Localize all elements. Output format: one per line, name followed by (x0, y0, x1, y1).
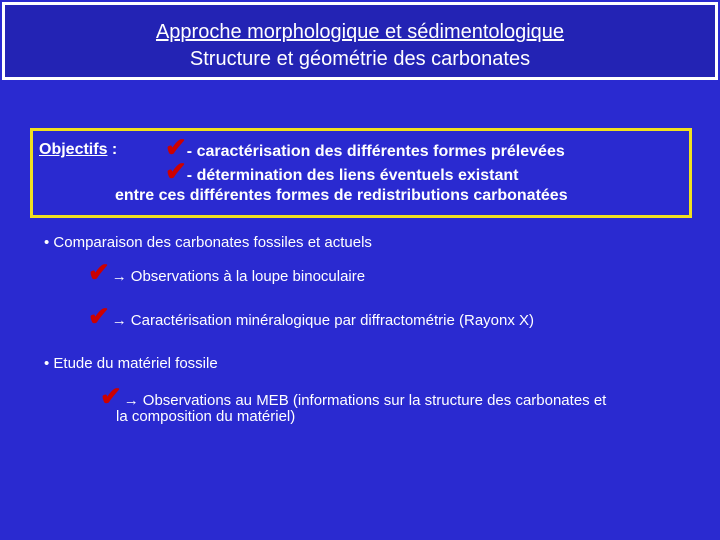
section-2-item-1-text: Observations au MEB (informations sur la structure des carbonates et (142, 392, 607, 409)
objective-item-2 (165, 156, 519, 186)
objectives-label-text: Objectifs (39, 141, 108, 158)
objective-item-1-text: - caractérisation des différentes formes prélevées (186, 143, 565, 160)
objectives-label (39, 141, 117, 159)
section-2-item-1 (100, 381, 607, 411)
objective-item-1 (165, 132, 565, 162)
objective-item-2-text: - détermination des liens éventuels existant (186, 167, 519, 184)
section-2-item-1-continuation: la composition du matériel) (116, 408, 296, 425)
arrow-icon: → (123, 392, 139, 409)
section-2-bullet: • Etude du matériel fossile (44, 355, 218, 372)
title-line-2: Structure et géométrie des carbonates (189, 48, 531, 70)
section-1-item-2-text: Caractérisation minéralogique par diffractométrie (Rayonx X) (130, 312, 535, 329)
objectives-box (30, 128, 692, 218)
arrow-icon: → (111, 312, 127, 329)
check-icon: ✔ (165, 156, 187, 186)
section-1-item-2 (88, 301, 535, 331)
title-line-1: Approche morphologique et sédimentologique (155, 21, 565, 43)
check-icon: ✔ (165, 132, 187, 162)
objective-continuation: entre ces différentes formes de redistributions carbonatées (115, 187, 568, 204)
section-1-item-1-text: Observations à la loupe binoculaire (130, 268, 366, 285)
title-box (2, 2, 718, 80)
section-1-item-1 (88, 257, 366, 287)
check-icon: ✔ (100, 381, 122, 411)
objectives-label-colon: : (107, 141, 118, 158)
section-1-bullet: • Comparaison des carbonates fossiles et actuels (44, 234, 372, 251)
arrow-icon: → (111, 268, 127, 285)
check-icon: ✔ (88, 257, 110, 287)
check-icon: ✔ (88, 301, 110, 331)
